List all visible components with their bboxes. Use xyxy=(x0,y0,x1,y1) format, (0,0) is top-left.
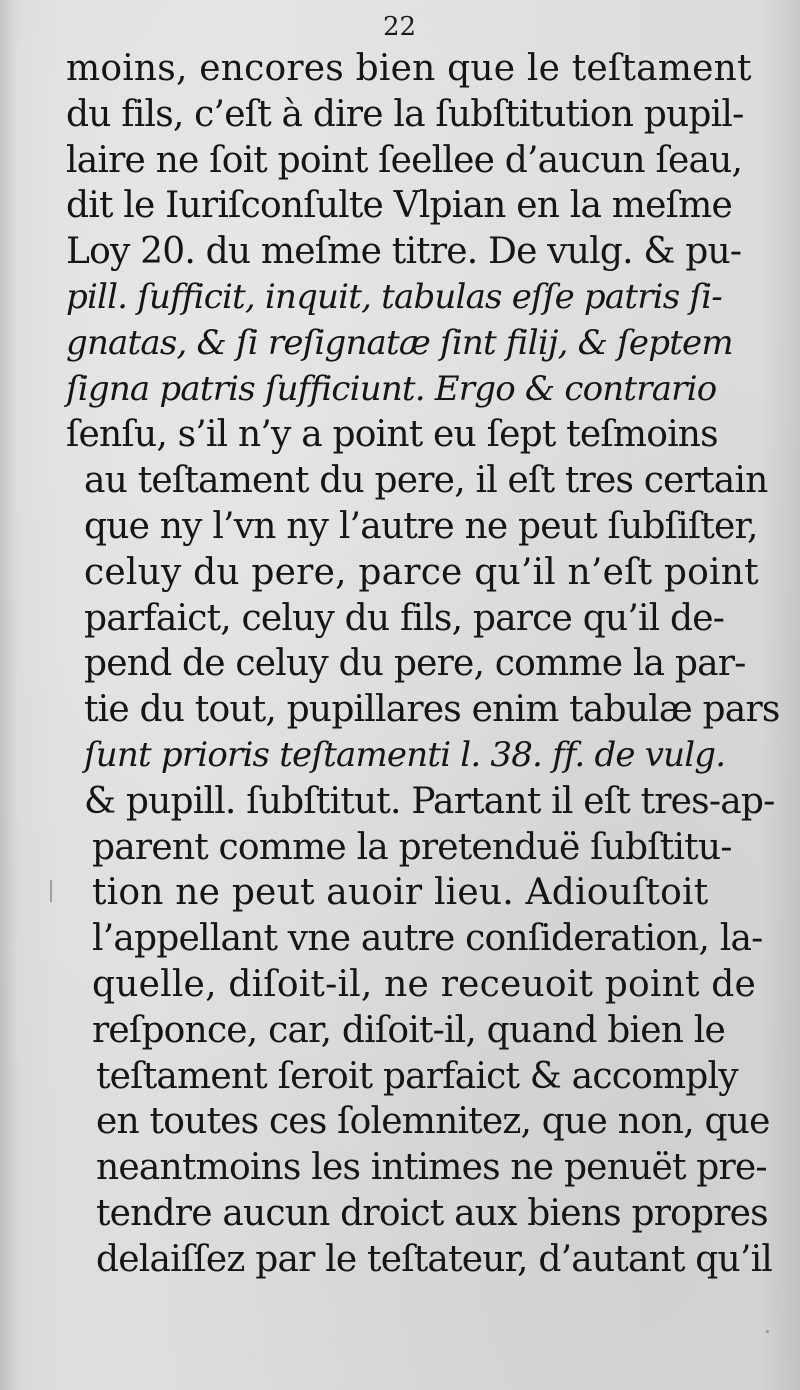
page-number: 22 xyxy=(383,12,417,42)
text-line-13: parfaict, celuy du fils, parce qu’il de- xyxy=(84,597,725,639)
text-line-17: & pupill. ſubſtitut. Partant il eſt tres-ap- xyxy=(84,780,775,822)
text-line-12: celuy du pere, parce qu’il n’eſt point xyxy=(84,551,759,593)
text-line-4: dit le Iuriſconſulte Vlpian en la meſme xyxy=(66,185,732,227)
text-line-15: tie du tout, pupillares enim tabulæ pars xyxy=(84,689,780,731)
show-through-speck xyxy=(50,880,52,902)
text-line-11: que ny l’vn ny l’autre ne peut ſubſiſter, xyxy=(84,505,758,547)
text-line-23: teſtament ſeroit parfaict & accomply xyxy=(96,1055,738,1097)
body-text xyxy=(66,46,780,1283)
text-line-19: tion ne peut auoir lieu. Adiouſtoit xyxy=(92,872,709,914)
text-line-2: du fils, c’eſt à dire la ſubſtitution pupil- xyxy=(66,93,744,135)
text-line-8: ſigna patris ſufficiunt. Ergo & contrario xyxy=(66,368,717,409)
text-line-3: laire ne ſoit point ſeellee d’aucun ſeau, xyxy=(66,139,743,181)
text-line-26: tendre aucun droict aux biens propres xyxy=(96,1192,768,1234)
text-line-21: quelle, diſoit-il, ne receuoit point de xyxy=(92,963,757,1005)
text-line-22: reſponce, car, diſoit-il, quand bien le xyxy=(92,1009,725,1051)
text-line-27: delaiſſez par le teſtateur, d’autant qu’il xyxy=(96,1238,773,1280)
text-line-14: pend de celuy du pere, comme la par- xyxy=(84,643,746,685)
text-line-16: ſunt prioris teſtamenti l. 38. ff. de vulg. xyxy=(84,734,726,775)
text-line-25: neantmoins les intimes ne penuët pre- xyxy=(96,1147,767,1189)
text-line-1: moins, encores bien que le teſtament xyxy=(66,48,752,89)
text-line-7: gnatas, & ſi reſignatæ ſint filij, & ſeptem xyxy=(66,322,733,363)
text-line-6: pill. ſufficit, inquit, tabulas eſſe patris ſi- xyxy=(66,276,722,317)
text-line-20: l’appellant vne autre conſideration, la- xyxy=(92,918,763,960)
text-line-18: parent comme la pretenduë ſubſtitu- xyxy=(92,826,732,868)
text-line-9: ſenſu, s’il n’y a point eu ſept teſmoins xyxy=(66,414,718,456)
text-line-24: en toutes ces ſolemnitez, que non, que xyxy=(96,1101,770,1143)
text-line-10: au teſtament du pere, il eſt tres certain xyxy=(84,460,768,502)
show-through-speck xyxy=(766,1330,769,1333)
text-line-5: Loy 20. du meſme titre. De vulg. & pu- xyxy=(66,231,742,273)
